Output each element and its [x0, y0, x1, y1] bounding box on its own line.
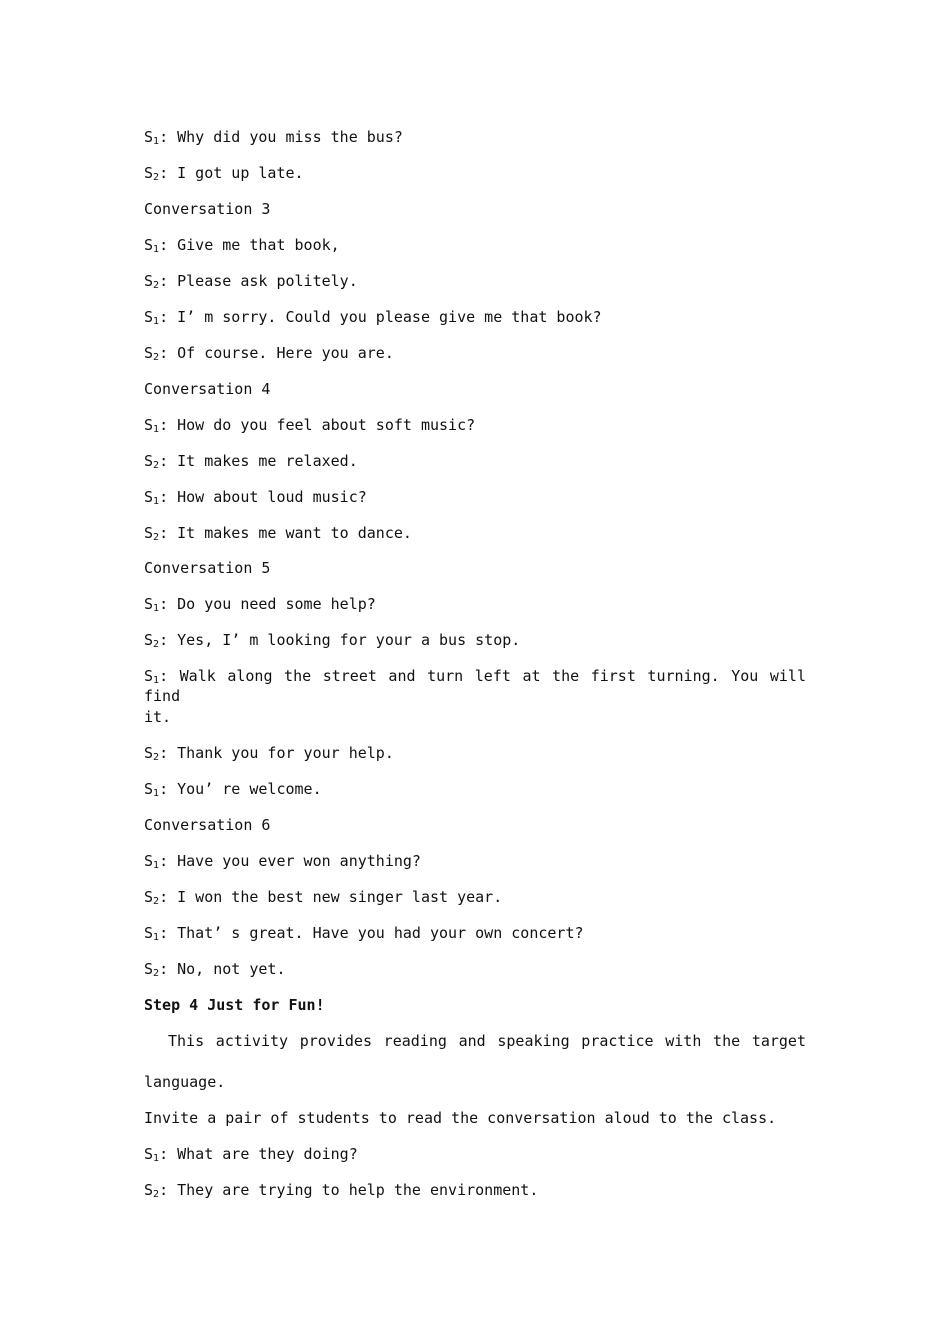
dialogue-line: $S_2$: They are trying to help the environment.: [144, 1181, 539, 1200]
dialogue-line: $S_1$: That’ s great. Have you had your own concert?: [144, 924, 584, 943]
dialogue-line-continuation: it.: [144, 708, 172, 726]
dialogue-line: $S_2$: Thank you for your help.: [144, 744, 394, 763]
conversation-heading: Conversation 5: [144, 559, 271, 577]
paragraph-line: language.: [144, 1073, 226, 1091]
speaker-label: $S_1$: [144, 416, 160, 435]
paragraph-line: This activity provides reading and speaking practice with the target: [168, 1032, 806, 1050]
conversation-heading: Conversation 4: [144, 380, 271, 398]
dialogue-line: $S_1$: Walk along the street and turn left at the first turning. You will find: [144, 667, 806, 705]
speaker-label: $S_1$: [144, 236, 160, 255]
dialogue-line: $S_1$: Give me that book,: [144, 236, 340, 255]
step-heading: Step 4 Just for Fun!: [144, 996, 325, 1014]
dialogue-line: $S_2$: I won the best new singer last year.: [144, 888, 503, 907]
speaker-label: $S_2$: [144, 631, 160, 650]
speaker-label: $S_1$: [144, 667, 160, 686]
dialogue-line: $S_2$: No, not yet.: [144, 960, 286, 979]
speaker-label: $S_1$: [144, 1145, 160, 1164]
speaker-label: $S_1$: [144, 924, 160, 943]
speaker-label: $S_1$: [144, 128, 160, 147]
dialogue-line: $S_2$: Of course. Here you are.: [144, 344, 394, 363]
speaker-label: $S_2$: [144, 452, 160, 471]
speaker-label: $S_2$: [144, 524, 160, 543]
conversation-heading: Conversation 6: [144, 816, 271, 834]
dialogue-line: $S_1$: Why did you miss the bus?: [144, 128, 403, 147]
dialogue-line: $S_1$: Have you ever won anything?: [144, 852, 421, 871]
dialogue-line: $S_1$: How do you feel about soft music?: [144, 416, 476, 435]
speaker-label: $S_2$: [144, 1181, 160, 1200]
dialogue-line: $S_2$: It makes me relaxed.: [144, 452, 358, 471]
speaker-label: $S_1$: [144, 852, 160, 871]
speaker-label: $S_2$: [144, 888, 160, 907]
dialogue-line: $S_1$: You’ re welcome.: [144, 780, 322, 799]
dialogue-line: $S_1$: What are they doing?: [144, 1145, 358, 1164]
speaker-label: $S_1$: [144, 595, 160, 614]
dialogue-line: $S_2$: Please ask politely.: [144, 272, 358, 291]
speaker-label: $S_1$: [144, 308, 160, 327]
speaker-label: $S_2$: [144, 344, 160, 363]
dialogue-line: $S_2$: I got up late.: [144, 164, 304, 183]
speaker-label: $S_2$: [144, 960, 160, 979]
dialogue-line: $S_2$: Yes, I’ m looking for your a bus stop.: [144, 631, 521, 650]
speaker-label: $S_1$: [144, 488, 160, 507]
dialogue-line: $S_1$: I’ m sorry. Could you please give me that book?: [144, 308, 602, 327]
dialogue-line: $S_2$: It makes me want to dance.: [144, 524, 412, 543]
conversation-heading: Conversation 3: [144, 200, 271, 218]
speaker-label: $S_2$: [144, 744, 160, 763]
speaker-label: $S_1$: [144, 780, 160, 799]
speaker-label: $S_2$: [144, 272, 160, 291]
dialogue-line: $S_1$: How about loud music?: [144, 488, 367, 507]
dialogue-line: $S_1$: Do you need some help?: [144, 595, 376, 614]
paragraph-line: Invite a pair of students to read the conversation aloud to the class.: [144, 1109, 777, 1127]
speaker-label: $S_2$: [144, 164, 160, 183]
